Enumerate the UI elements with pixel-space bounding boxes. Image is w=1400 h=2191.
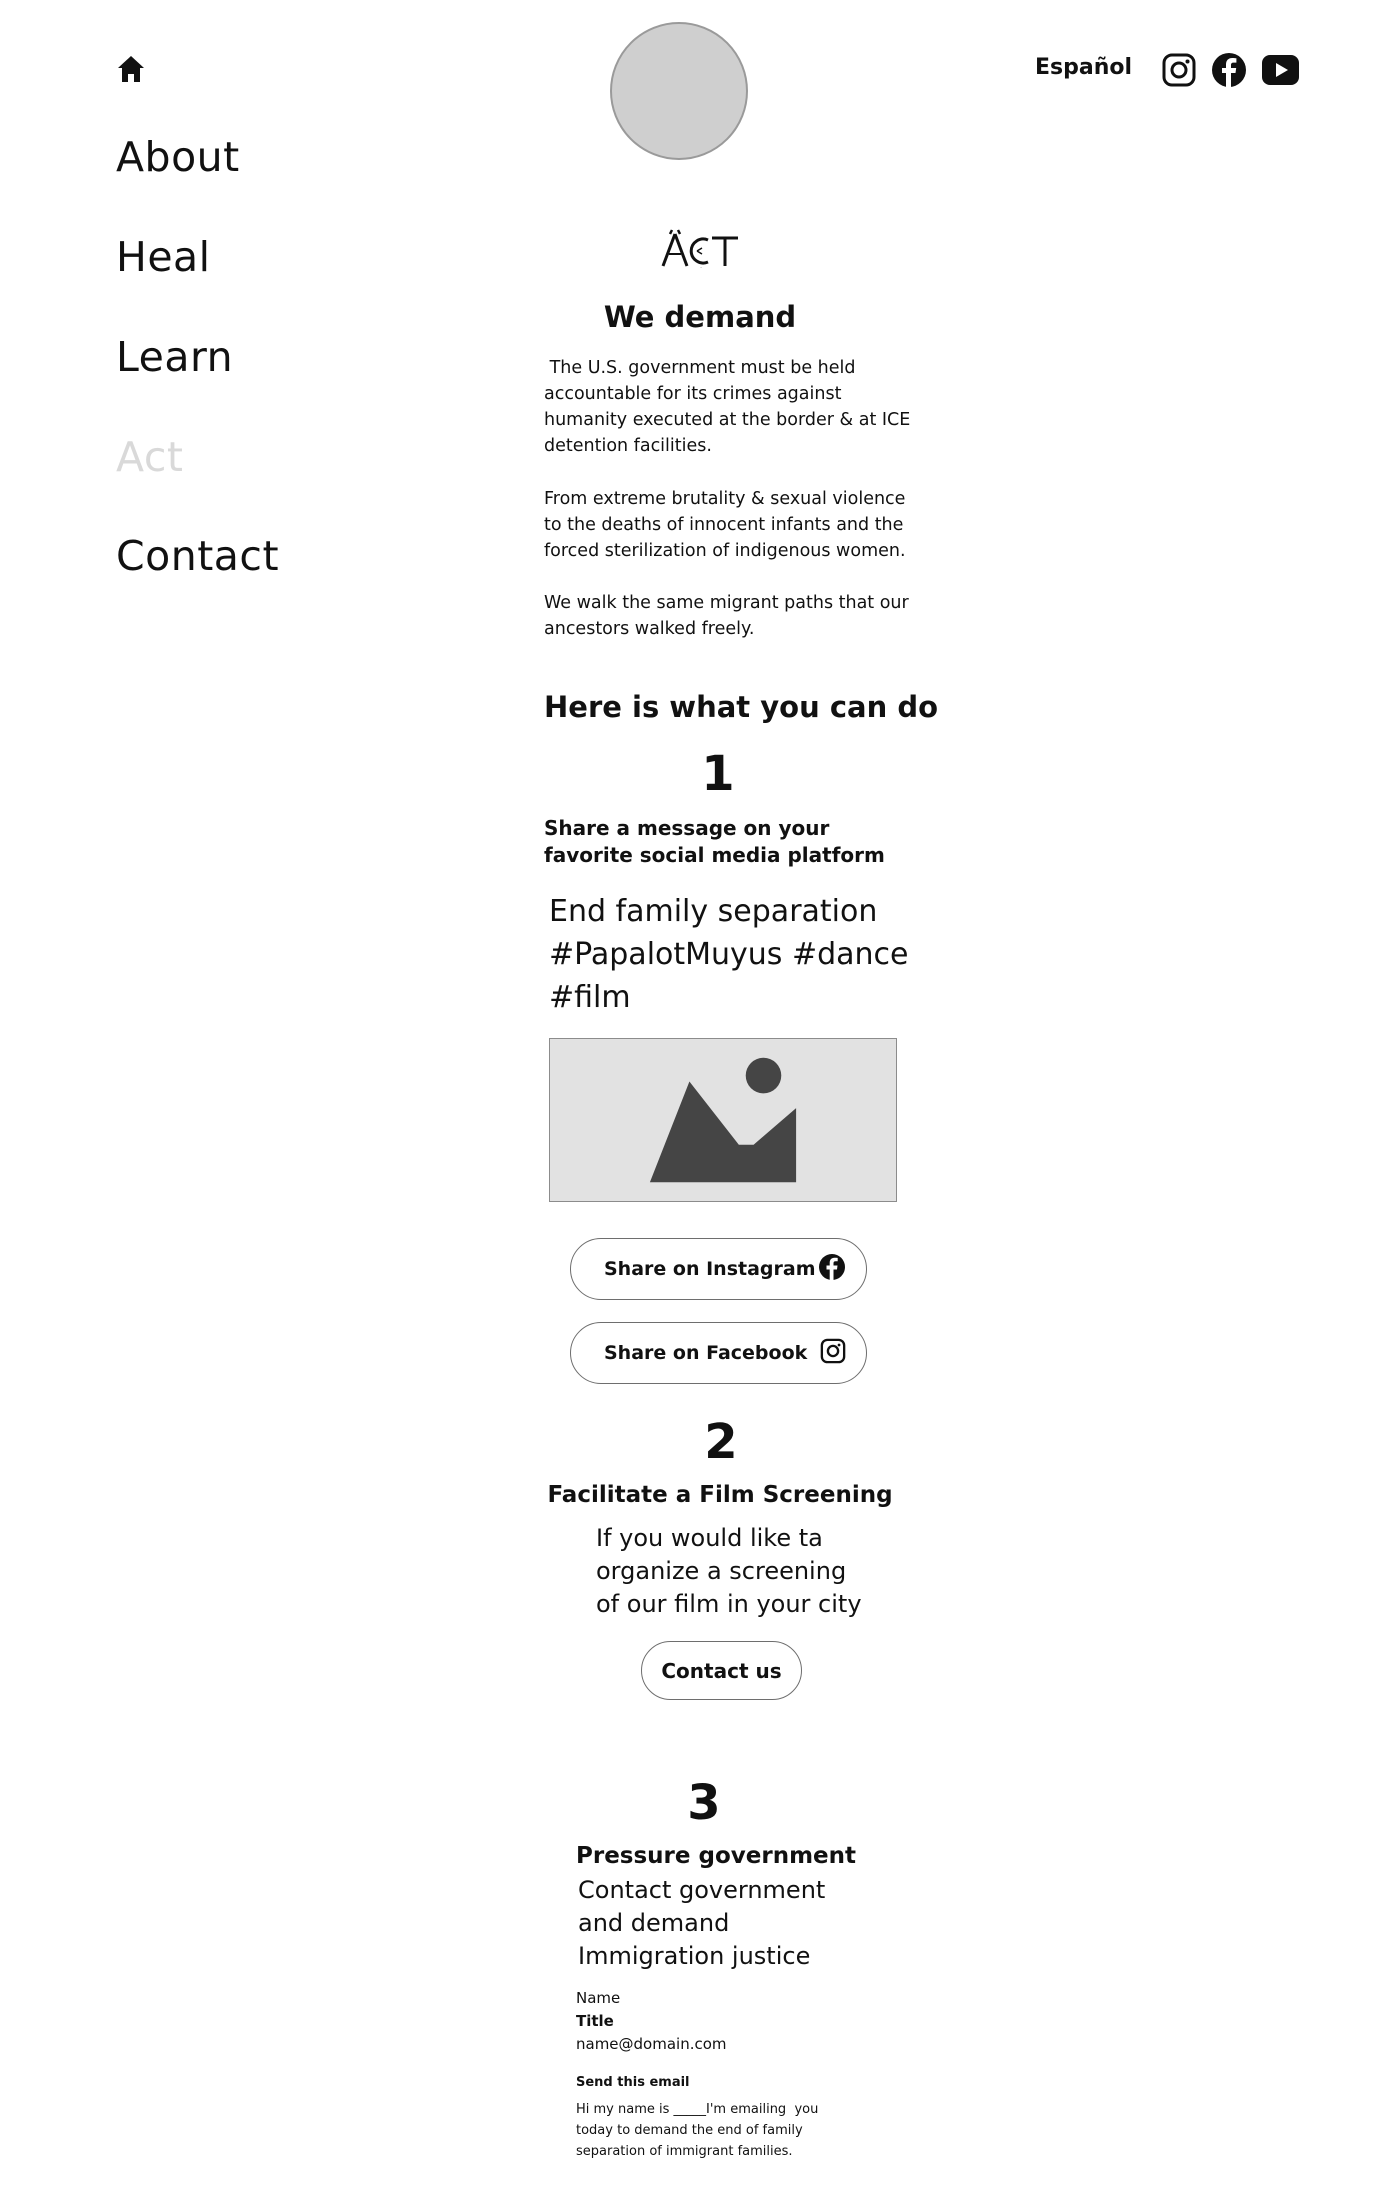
contact-name: Name [576,1989,621,2007]
step-3-title: Pressure government [576,1843,857,1869]
image-placeholder [549,1038,897,1202]
share-facebook-label: Share on Facebook [604,1342,808,1364]
demand-paragraph-1: The U.S. government must be held accountable for its crimes against humanity executed at the border & at ICE detention facilities. [544,358,916,456]
contact-us-button[interactable]: Contact us [641,1641,802,1700]
nav-contact[interactable]: Contact [116,532,280,580]
demand-heading: We demand [603,300,797,334]
nav-learn[interactable]: Learn [116,333,234,381]
act-logo-text: ACT [700,268,702,269]
image-placeholder-icon [650,1081,796,1182]
language-toggle[interactable]: Español [1035,55,1133,80]
demand-paragraph-2: From extreme brutality & sexual violence to the deaths of innocent infants and the forced sterilization of indigenous women. [544,489,906,561]
step-2-number: 2 [704,1414,738,1470]
step-2-text: If you would like ta organize a screening of our film in your city [596,1524,862,1618]
nav-about[interactable]: About [116,133,240,181]
share-message: End family separation #PapalotMuyus #dance #film [549,894,909,1015]
facebook-icon [818,1253,846,1286]
avatar-placeholder [610,22,748,160]
step-3-number: 3 [687,1775,721,1831]
email-body: Hi my name is _____I'm emailing you today to demand the end of family separation of immigrant families. [576,2102,819,2159]
instagram-icon [820,1338,846,1369]
home-icon[interactable] [116,54,146,84]
step-3-text: Contact government and demand Immigration justice [578,1876,826,1970]
demand-paragraph-3: We walk the same migrant paths that our ancestors walked freely. [544,593,909,639]
youtube-icon[interactable] [1262,55,1299,85]
step-1-number: 1 [701,746,735,802]
facebook-icon[interactable] [1211,52,1247,88]
nav-heal[interactable]: Heal [116,233,211,281]
email-heading: Send this email [576,2075,690,2090]
instagram-icon[interactable] [1161,52,1197,88]
share-instagram-label: Share on Instagram [604,1258,816,1280]
nav-act[interactable]: Act [116,433,184,481]
contact-email[interactable]: name@domain.com [576,2035,727,2053]
share-instagram-button[interactable] [570,1238,867,1300]
actions-heading: Here is what you can do [544,690,939,724]
act-logo [660,228,740,270]
step-2-title: Facilitate a Film Screening [547,1482,893,1508]
contact-title: Title [576,2012,614,2030]
share-facebook-button[interactable] [570,1322,867,1384]
step-1-title: Share a message on your favorite social media platform [544,816,885,867]
